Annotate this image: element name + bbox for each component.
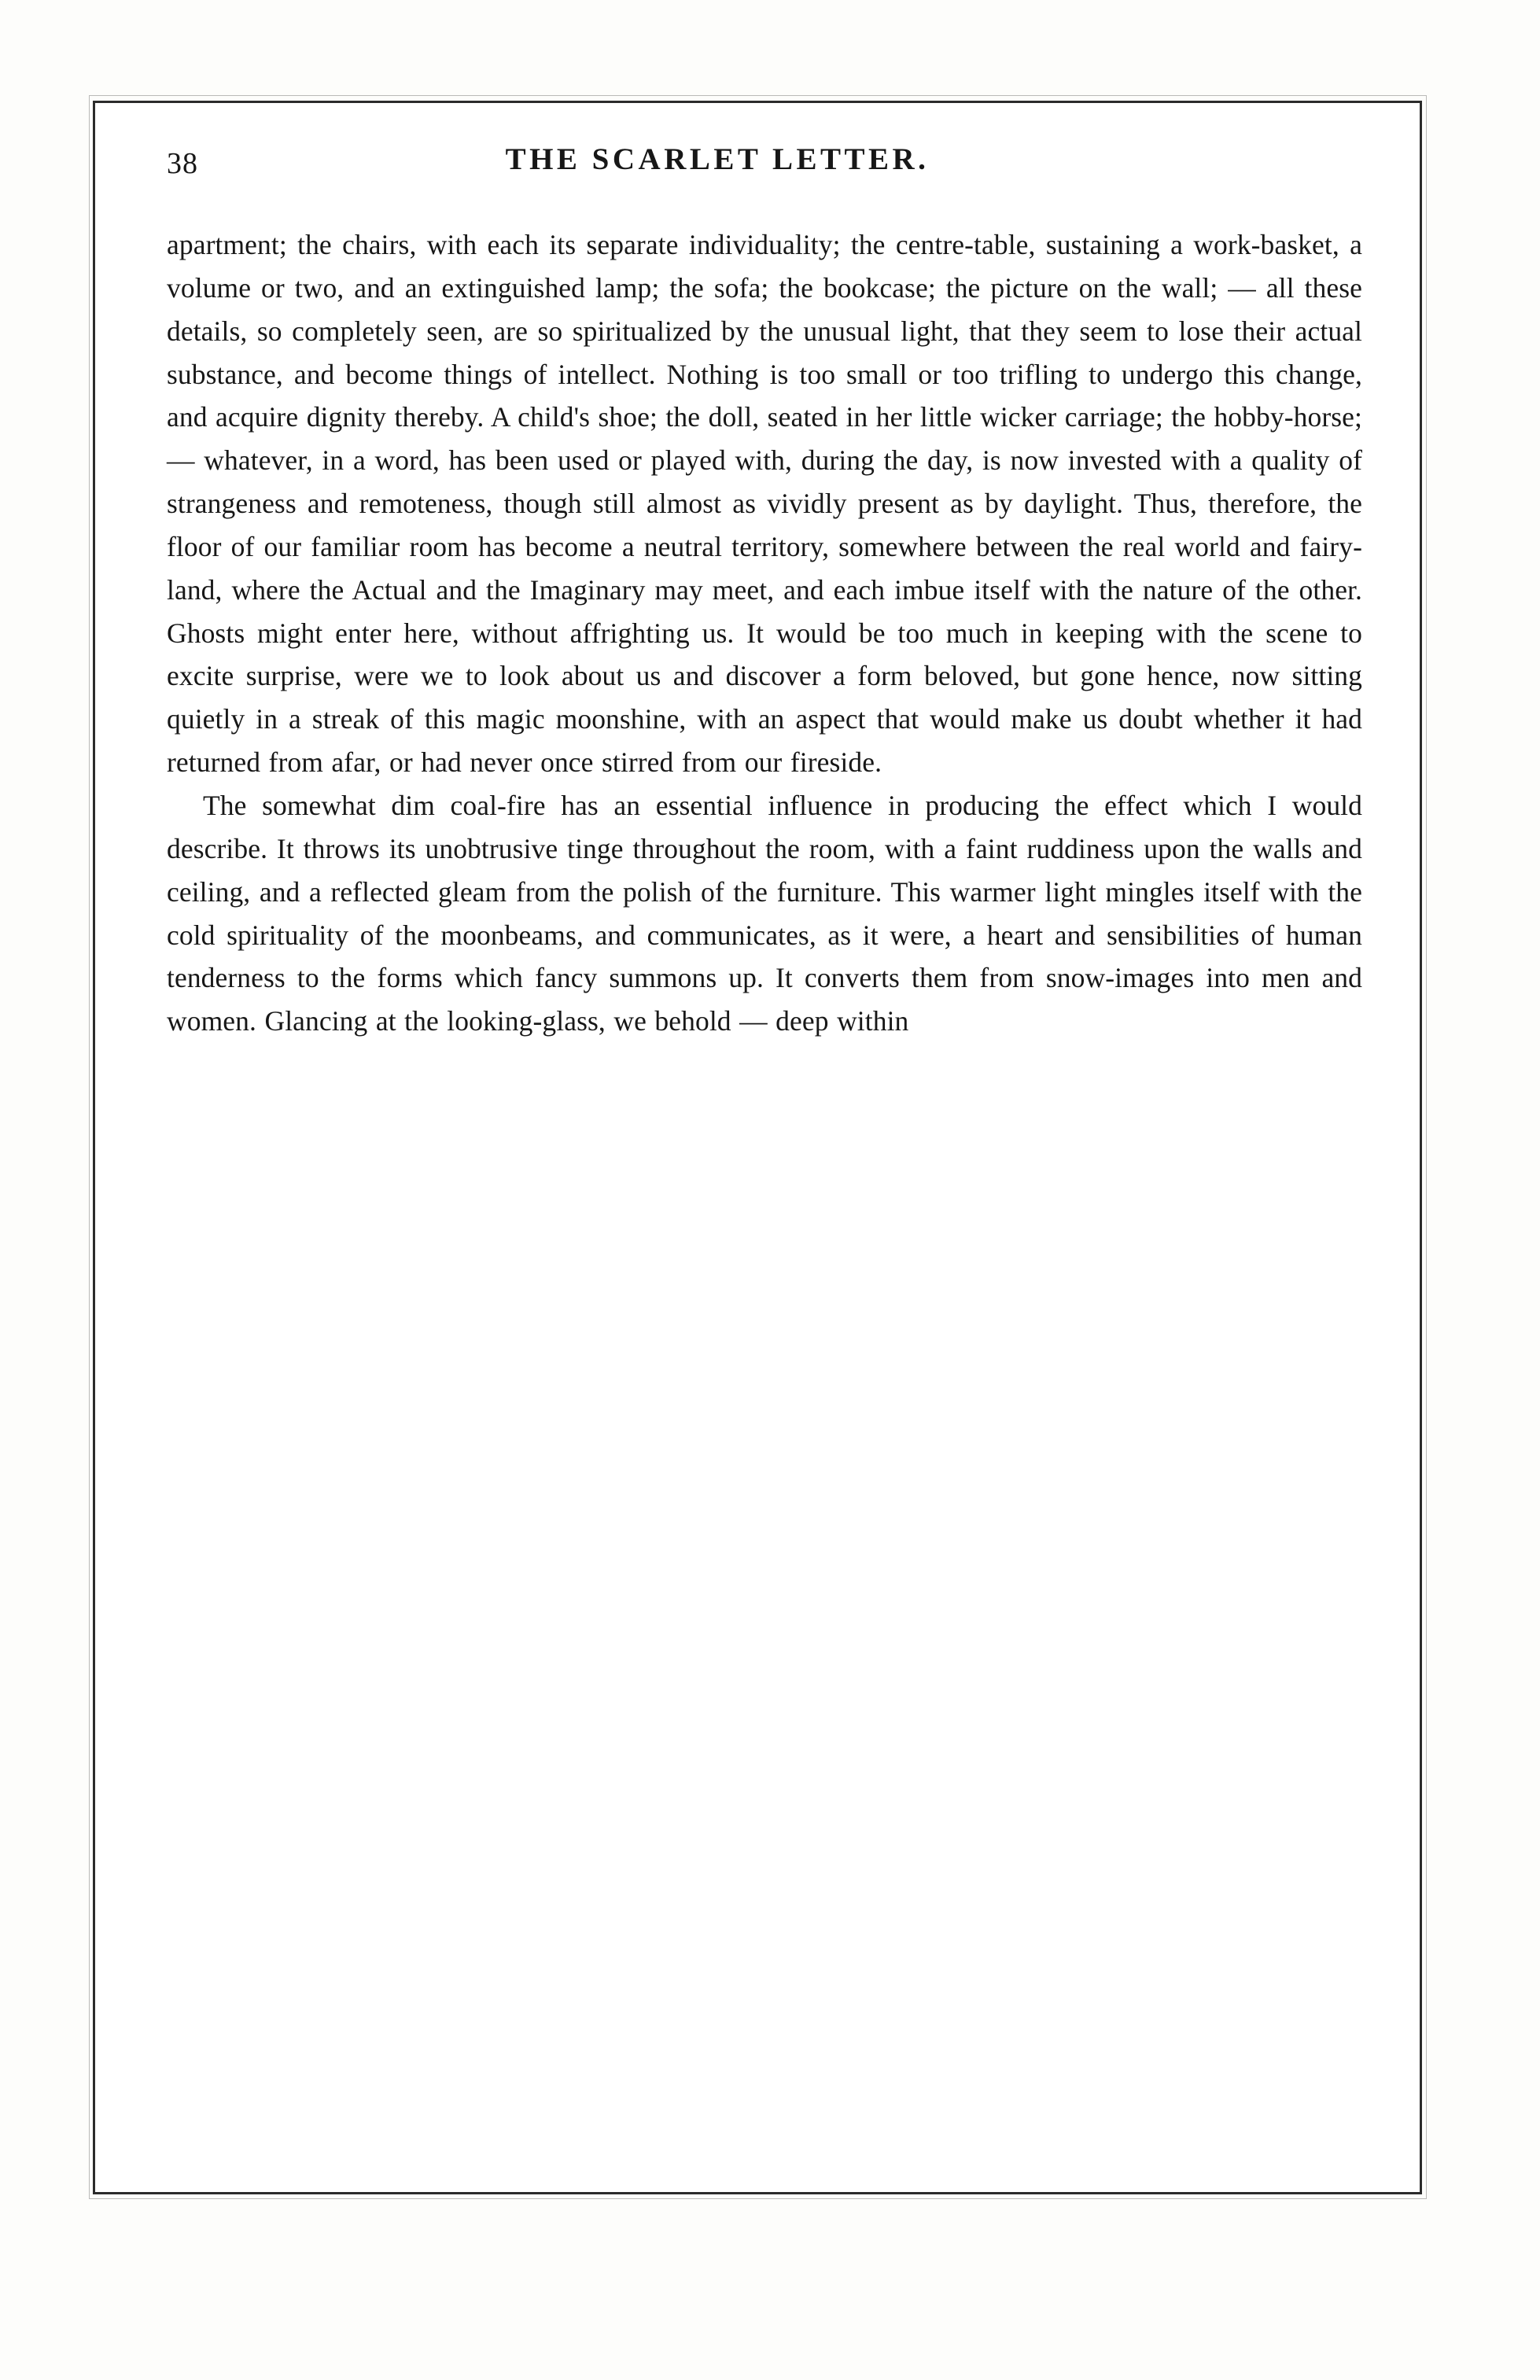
page-header [167, 135, 1362, 223]
body-text [167, 223, 1362, 1043]
page-content [167, 135, 1362, 1043]
paragraph: apartment; the chairs, with each its separate individuality; the centre-table, sustaining a work-basket, a volume or two, and an extinguished lamp; the sofa; the bookcase; the picture on the wall; — all these details, so completely seen, are so spiritualized by the unusual light, that they seem to lose their actual substance, and become things of intellect. Nothing is too small or too trifling to undergo this change, and acquire dignity thereby. A child's shoe; the doll, seated in her little wicker carriage; the hobby-horse; — whatever, in a word, has been used or played with, during the day, is now invested with a quality of strangeness and remoteness, though still almost as vividly present as by daylight. Thus, therefore, the floor of our familiar room has become a neutral territory, somewhere between the real world and fairy-land, where the Actual and the Imaginary may meet, and each imbue itself with the nature of the other. Ghosts might enter here, without affrighting us. It would be too much in keeping with the scene to excite surprise, were we to look about us and discover a form beloved, but gone hence, now sitting quietly in a streak of this magic moonshine, with an aspect that would make us doubt whether it had returned from afar, or had never once stirred from our fireside. [167, 229, 1362, 779]
page-number: 38 [167, 147, 198, 180]
running-head: THE SCARLET LETTER. [505, 142, 930, 176]
paragraph: The somewhat dim coal-fire has an essential influence in producing the effect which I would describe. It throws its unobtrusive tinge throughout the room, with a faint ruddiness upon the walls and ceiling, and a reflected gleam from the polish of the furniture. This warmer light mingles itself with the cold spirituality of the moonbeams, and communicates, as it were, a heart and sensibilities of human tenderness to the forms which fancy summons up. It converts them from snow-images into men and women. Glancing at the looking-glass, we behold — deep within [167, 789, 1362, 1037]
